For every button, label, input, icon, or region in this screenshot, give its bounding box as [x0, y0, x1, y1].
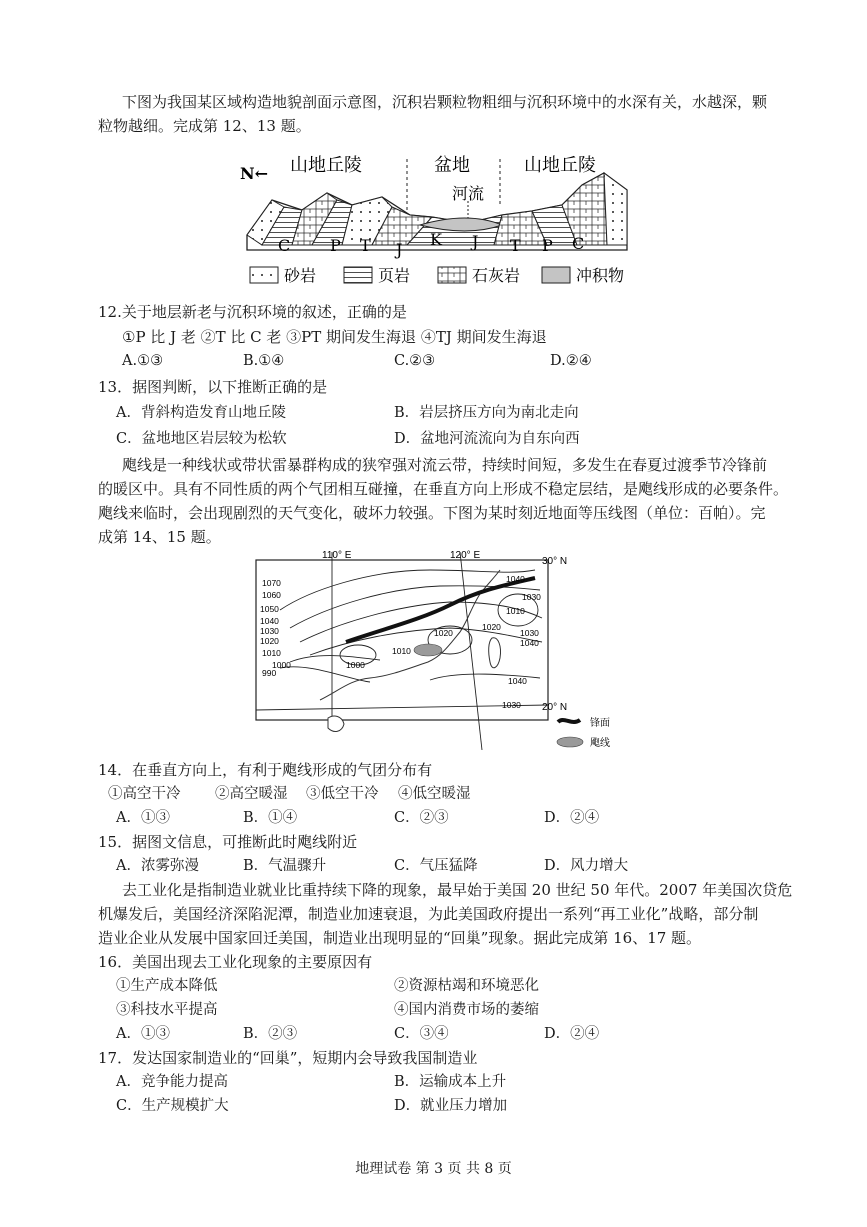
question-16-option-b[interactable]: B．②③: [243, 1026, 298, 1042]
question-16-stem: 16．美国出现去工业化现象的主要原因有: [98, 953, 373, 971]
map-legend: [557, 716, 610, 749]
isobar-label: 1020: [482, 622, 501, 632]
question-12-option-c[interactable]: C.②③: [394, 353, 436, 369]
squall-line-zone: [414, 644, 442, 656]
river-label: 河流: [452, 184, 485, 203]
isobar-label: 1020: [260, 636, 279, 646]
question-17-option-c[interactable]: C．生产规模扩大: [116, 1098, 229, 1114]
stratum-label: K: [430, 230, 442, 249]
intro-paragraph-3-line-2: 机爆发后，美国经济深陷泥潭，制造业加速衰退，为此美国政府提出一系列“再工业化”战略，部分制: [98, 905, 759, 923]
isobar-label: 1070: [262, 578, 281, 588]
question-13-option-d[interactable]: D．盆地河流流向为自东向西: [394, 431, 580, 447]
question-13-option-c[interactable]: C．盆地地区岩层较为松软: [116, 431, 287, 447]
stratum-label: C: [572, 234, 585, 253]
intro-paragraph-3-line-3: 造业企业从发展中国家回迁美国，制造业出现明显的“回巢”现象。据此完成第 16、17 题。: [98, 929, 702, 947]
question-14-option-b[interactable]: B．①④: [243, 810, 298, 826]
question-16-item-2: ②资源枯竭和环境恶化: [394, 978, 539, 994]
isobar-label: 1020: [434, 628, 453, 638]
isobar-label: 1010: [392, 646, 411, 656]
geologic-profile-figure: [232, 145, 652, 293]
isobar-map-figure: [250, 550, 630, 754]
page-footer: 地理试卷 第 3 页 共 8 页: [355, 1161, 512, 1177]
question-12-stem: 12.关于地层新老与沉积环境的叙述，正确的是: [98, 303, 407, 321]
stratum-label: C: [278, 236, 291, 255]
intro-paragraph-1-line-2: 粒物越细。完成第 12、13 题。: [98, 117, 311, 135]
question-12-option-d[interactable]: D.②④: [550, 353, 592, 369]
lon-label-120e: 120° E: [450, 550, 481, 561]
legend-squall-line: 飑线: [590, 738, 610, 749]
question-16-item-4: ④国内消费市场的萎缩: [394, 1002, 539, 1018]
legend-alluvium: 冲积物: [576, 266, 625, 285]
isobar-label: 1030: [502, 700, 521, 710]
question-14-item-3: ③低空干冷: [306, 786, 379, 802]
isobar-label: 1030: [522, 592, 541, 602]
question-12-statements: ①P 比 J 老 ②T 比 C 老 ③PT 期间发生海退 ④TJ 期间发生海退: [122, 328, 547, 346]
stratum-label: P: [542, 236, 553, 255]
stratum-label: P: [330, 236, 341, 255]
intro-paragraph-2-line-3: 飑线来临时，会出现剧烈的天气变化，破坏力较强。下图为某时刻近地面等压线图（单位：百帕）。完: [98, 504, 766, 522]
question-15-option-c[interactable]: C．气压猛降: [394, 858, 478, 874]
question-14-item-2: ②高空暖湿: [215, 786, 288, 802]
question-14-item-4: ④低空暖湿: [398, 786, 471, 802]
region-label-left: 山地丘陵: [290, 155, 362, 176]
isobar-label: 1040: [508, 676, 527, 686]
legend-limestone: 石灰岩: [472, 266, 521, 285]
question-15-stem: 15．据图文信息，可推断此时飑线附近: [98, 833, 358, 851]
question-16-item-3: ③科技水平提高: [116, 1002, 218, 1018]
question-15-option-a[interactable]: A．浓雾弥漫: [116, 858, 199, 874]
isobar-label: 1010: [506, 606, 525, 616]
question-14-option-c[interactable]: C．②③: [394, 810, 449, 826]
question-14-option-d[interactable]: D．②④: [544, 810, 600, 826]
intro-paragraph-2-line-1: 飑线是一种线状或带状雷暴群构成的狭窄强对流云带，持续时间短，多发生在春夏过渡季节冷锋前: [122, 456, 768, 474]
isobar-label: 1010: [262, 648, 281, 658]
question-17-stem: 17．发达国家制造业的“回巢”，短期内会导致我国制造业: [98, 1049, 478, 1067]
lon-label-110e: 110° E: [322, 550, 352, 561]
isobar-label: 1050: [260, 604, 279, 614]
question-15-option-d[interactable]: D．风力增大: [544, 858, 629, 874]
question-13-stem: 13．据图判断，以下推断正确的是: [98, 378, 328, 396]
question-14-option-a[interactable]: A．①③: [116, 810, 170, 826]
question-16-option-c[interactable]: C．③④: [394, 1026, 449, 1042]
isobar-label: 990: [262, 668, 277, 678]
question-12-option-a[interactable]: A.①③: [122, 353, 164, 369]
isobar-label: 1030: [260, 626, 279, 636]
stratum-label: T: [510, 236, 521, 255]
isobar-label: 1040: [506, 574, 525, 584]
lat-label-30n: 30° N: [542, 556, 568, 567]
question-16-option-d[interactable]: D．②④: [544, 1026, 600, 1042]
stratum-label: J: [396, 240, 403, 259]
intro-paragraph-3-line-1: 去工业化是指制造业就业比重持续下降的现象，最早始于美国 20 世纪 50 年代。2007 年美国次贷危: [122, 881, 793, 899]
figure-legend: [250, 266, 624, 285]
legend-shale: 页岩: [378, 266, 411, 285]
stratum-label: T: [360, 236, 371, 255]
taiwan-island: [489, 638, 501, 668]
region-label-basin: 盆地: [434, 155, 470, 176]
legend-sandstone: 砂岩: [284, 266, 317, 285]
north-arrow-label: N←: [240, 164, 269, 183]
question-17-option-b[interactable]: B．运输成本上升: [394, 1074, 507, 1090]
lat-label-20n: 20° N: [542, 702, 568, 713]
intro-paragraph-2-line-2: 的暖区中。具有不同性质的两个气团相互碰撞，在垂直方向上形成不稳定层结，是飑线形成的必要条件。: [98, 480, 789, 498]
question-14-item-1: ①高空干冷: [108, 786, 181, 802]
stratum-label: J: [472, 232, 479, 251]
isobar-label: 1060: [262, 590, 281, 600]
isobar-label: 1030: [520, 628, 539, 638]
region-label-right: 山地丘陵: [524, 155, 596, 176]
isobar-label: 1000: [272, 660, 291, 670]
question-14-stem: 14．在垂直方向上，有利于飑线形成的气团分布有: [98, 761, 433, 779]
question-15-option-b[interactable]: B．气温骤升: [243, 858, 327, 874]
question-13-option-b[interactable]: B．岩层挤压方向为南北走向: [394, 405, 579, 421]
question-16-item-1: ①生产成本降低: [116, 978, 218, 994]
isobar-label: 1040: [260, 616, 279, 626]
intro-paragraph-1-line-1: 下图为我国某区域构造地貌剖面示意图，沉积岩颗粒物粗细与沉积环境中的水深有关，水越深，颗: [122, 93, 768, 111]
question-17-option-a[interactable]: A．竞争能力提高: [116, 1074, 228, 1090]
isobar-label: 1000: [346, 660, 365, 670]
question-16-option-a[interactable]: A．①③: [116, 1026, 170, 1042]
question-12-option-b[interactable]: B.①④: [243, 353, 285, 369]
question-13-option-a[interactable]: A．背斜构造发育山地丘陵: [116, 405, 286, 421]
isobar-label: 1040: [520, 638, 539, 648]
legend-front: 锋面: [590, 718, 610, 729]
intro-paragraph-2-line-4: 成第 14、15 题。: [98, 528, 221, 546]
question-17-option-d[interactable]: D．就业压力增加: [394, 1098, 508, 1114]
